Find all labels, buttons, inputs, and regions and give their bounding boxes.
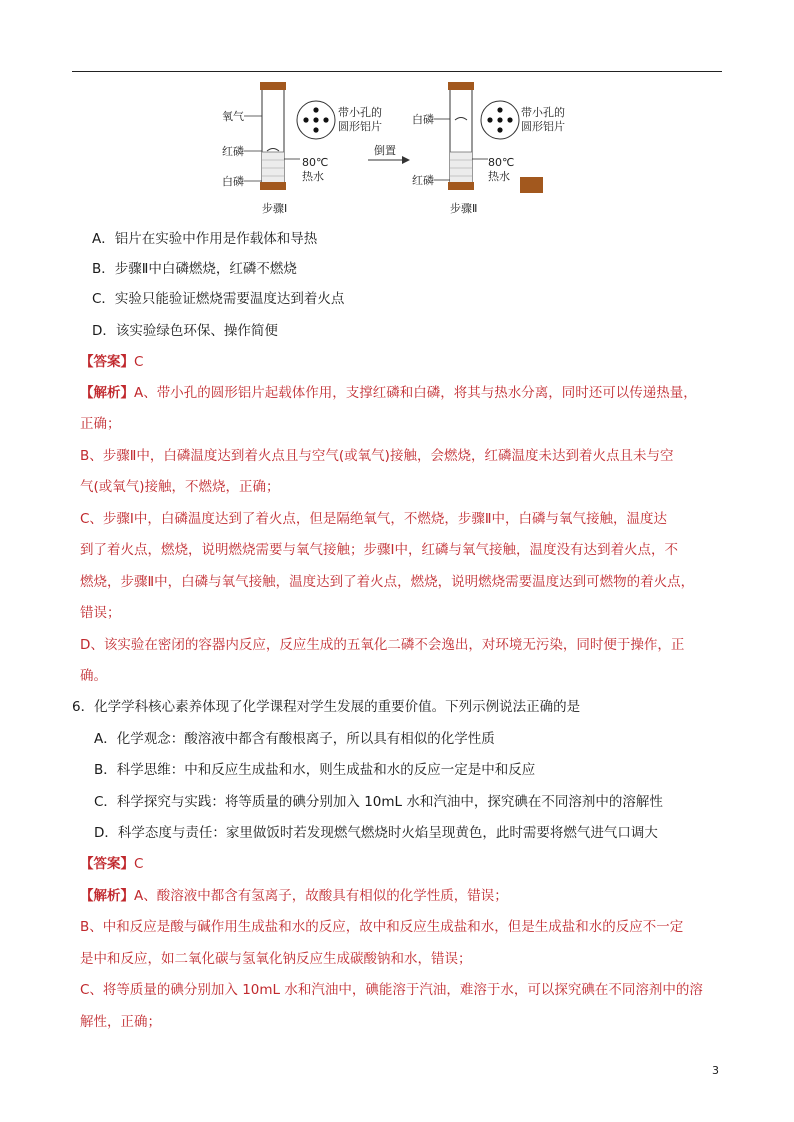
step1-white-phosphorus-label: 白磷: [222, 175, 244, 188]
q6-analysis-line-4: C、将等质量的碘分别加入 10mL 水和汽油中，碘能溶于汽油，难溶于水，可以探究碘在不同溶剂中的溶: [80, 982, 703, 998]
step1-water-label: 热水: [302, 170, 324, 183]
step2-water-temp: 80℃: [488, 156, 515, 169]
brown-block: [520, 177, 543, 193]
experiment-figure: [220, 80, 565, 220]
q5-analysis-line-9: D、该实验在密闭的容器内反应，反应生成的五氧化二磷不会逸出，对环境无污染，同时便于操作，正: [80, 637, 685, 653]
step1-water-temp: 80℃: [302, 156, 329, 169]
q5-analysis-line-5: C、步骤Ⅰ中，白磷温度达到了着火点，但是隔绝氧气，不燃烧，步骤Ⅱ中，白磷与氧气接触，温度达: [80, 511, 668, 527]
step2-test-tube: [448, 82, 474, 190]
q6-analysis-line-3: 是中和反应，如二氧化碳与氢氧化钠反应生成碳酸钠和水，错误；: [80, 951, 472, 967]
q5-answer-tag: 【答案】: [80, 354, 134, 370]
q6-answer-value: C: [134, 856, 144, 872]
q5-analysis-line-1: 【解析】A、带小孔的圆形铝片起载体作用，支撑红磷和白磷，将其与热水分离，同时还可以传递热量，: [80, 385, 697, 401]
q6-answer-tag: 【答案】: [80, 856, 134, 872]
q5-analysis-line-6: 到了着火点，燃烧，说明燃烧需要与氧气接触；步骤Ⅰ中，红磷与氧气接触，温度没有达到着火点，不: [80, 542, 678, 558]
step2-disc-diagram: [481, 101, 519, 139]
step2-water-label: 热水: [488, 170, 510, 183]
arrow-label: 倒置: [374, 144, 396, 157]
q6-analysis-tag: 【解析】: [80, 888, 134, 904]
page-number: 3: [712, 1064, 719, 1077]
q6-analysis-line-2: B、中和反应是酸与碱作用生成盐和水的反应，故中和反应生成盐和水，但是生成盐和水的反应不一定: [80, 919, 684, 935]
q6-answer: [80, 854, 143, 874]
q5-option-b: B．步骤Ⅱ中白磷燃烧，红磷不燃烧: [92, 261, 297, 277]
q5-option-d: D．该实验绿色环保、操作简便: [92, 323, 278, 339]
step2-red-phosphorus-label: 红磷: [412, 174, 434, 187]
step2-disc-label-line1: 带小孔的: [521, 106, 565, 119]
step1-test-tube: [260, 82, 286, 190]
q5-answer: [80, 352, 143, 372]
q5-analysis-line-10: 确。: [80, 668, 107, 684]
invert-arrow: [368, 156, 410, 164]
q6-analysis-line-5: 解性，正确；: [80, 1014, 161, 1030]
q6-option-c: C．科学探究与实践：将等质量的碘分别加入 10mL 水和汽油中，探究碘在不同溶剂中的溶解性: [94, 794, 663, 810]
step2-white-phosphorus-label: 白磷: [412, 113, 434, 126]
q5-analysis-tag: 【解析】: [80, 385, 134, 401]
q6-stem: 6．化学学科核心素养体现了化学课程对学生发展的重要价值。下列示例说法正确的是: [72, 699, 581, 715]
q5-analysis-line-4: 气(或氧气)接触，不燃烧，正确；: [80, 479, 280, 495]
q5-option-a: A．铝片在实验中作用是作载体和导热: [92, 231, 318, 247]
q5-option-c: C．实验只能验证燃烧需要温度达到着火点: [92, 291, 345, 307]
q5-analysis-line-8: 错误；: [80, 605, 121, 621]
step1-red-phosphorus-label: 红磷: [222, 145, 244, 158]
step1-disc-diagram: [297, 101, 335, 139]
step1-oxygen-label: 氧气: [222, 110, 244, 123]
step2-caption: 步骤Ⅱ: [450, 202, 478, 215]
q5-answer-value: C: [134, 354, 144, 370]
header-rule: [72, 71, 722, 72]
step1-disc-label-line1: 带小孔的: [338, 106, 382, 119]
q5-analysis-line-7: 燃烧，步骤Ⅱ中，白磷与氧气接触，温度达到了着火点，燃烧，说明燃烧需要温度达到可燃物的着火点，: [80, 574, 695, 590]
q5-analysis-line-2: 正确；: [80, 416, 121, 432]
q6-option-d: D．科学态度与责任：家里做饭时若发现燃气燃烧时火焰呈现黄色，此时需要将燃气进气口调大: [94, 825, 658, 841]
q5-analysis-line-3: B、步骤Ⅱ中，白磷温度达到着火点且与空气(或氧气)接触，会燃烧，红磷温度未达到着火点且未与空: [80, 448, 674, 464]
q6-analysis-line-1: 【解析】A、酸溶液中都含有氢离子，故酸具有相似的化学性质，错误；: [80, 888, 508, 904]
step1-caption: 步骤Ⅰ: [262, 202, 288, 215]
q6-option-b: B．科学思维：中和反应生成盐和水，则生成盐和水的反应一定是中和反应: [94, 762, 536, 778]
step1-disc-label-line2: 圆形铝片: [338, 120, 382, 133]
step2-disc-label-line2: 圆形铝片: [521, 120, 565, 133]
q6-option-a: A．化学观念：酸溶液中都含有酸根离子，所以具有相似的化学性质: [94, 731, 495, 747]
